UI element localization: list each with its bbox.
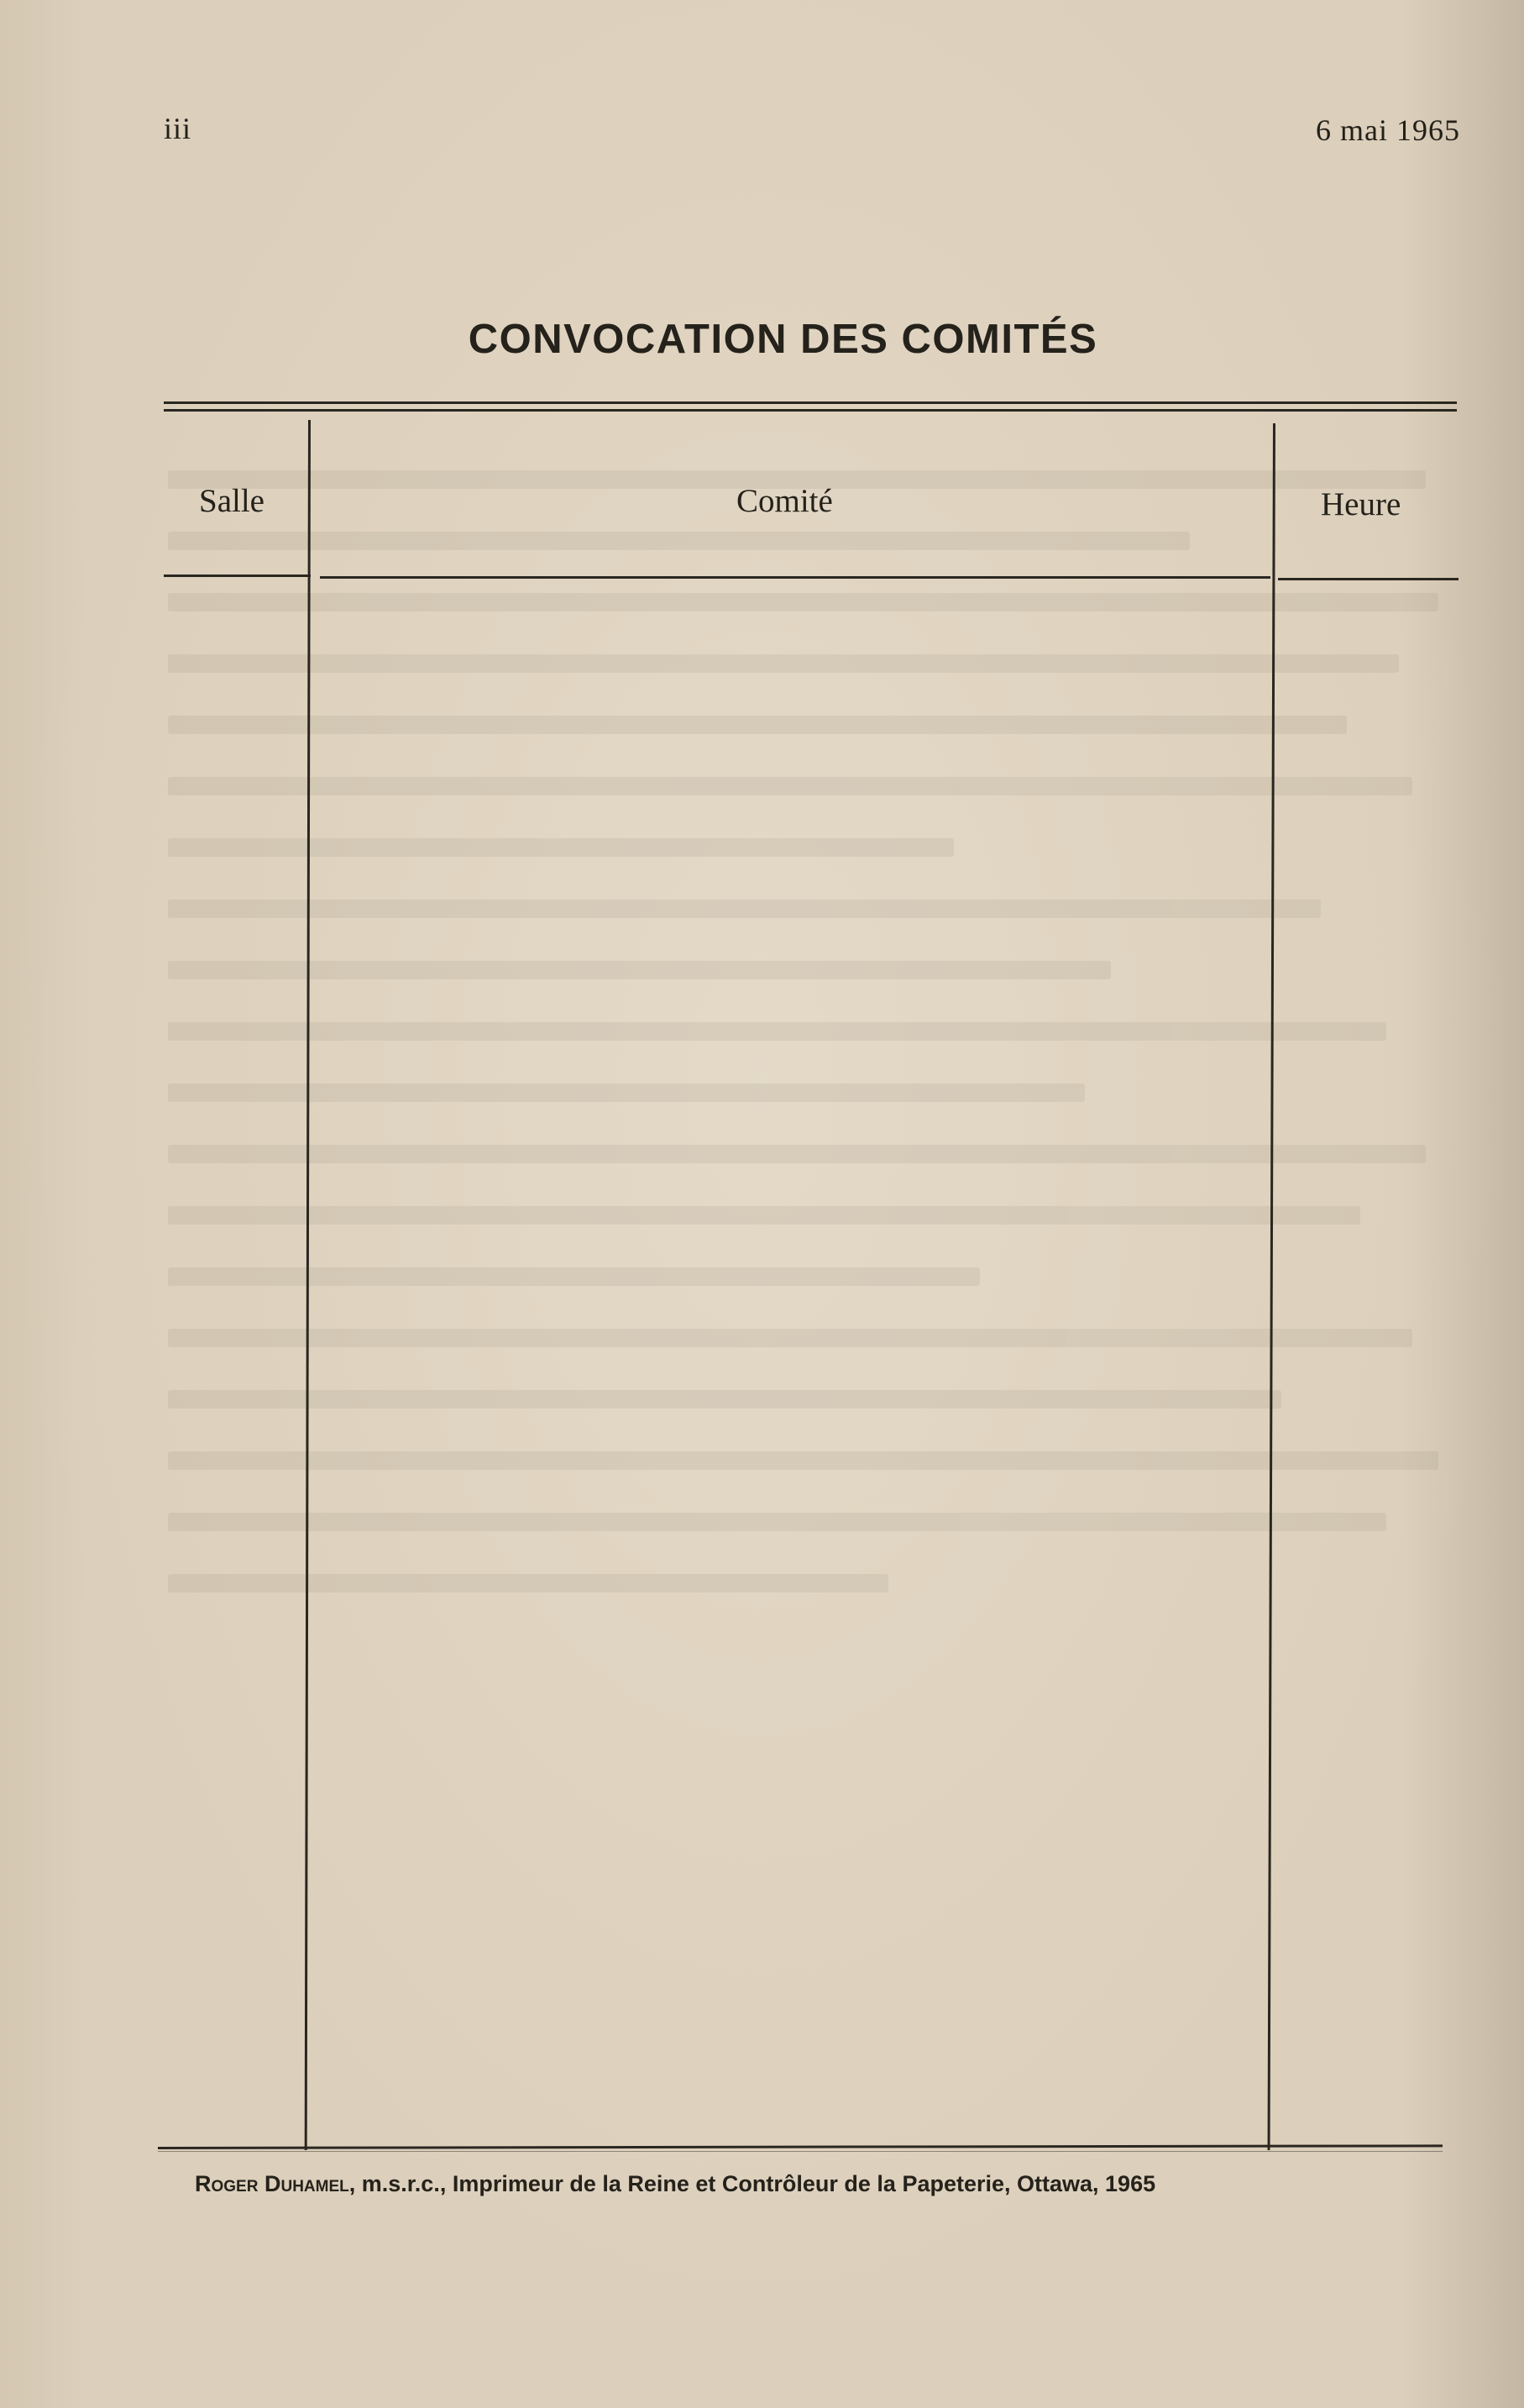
bottom-rule <box>158 2144 1443 2149</box>
top-rule-lower <box>164 409 1457 412</box>
show-through-text <box>168 470 1478 1747</box>
header-rule-salle <box>164 574 311 577</box>
printer-imprint <box>195 2171 1155 2197</box>
printer-credentials: , m.s.r.c., <box>348 2171 447 2196</box>
printer-first-name: Roger <box>195 2171 259 2196</box>
page-number: iii <box>164 112 192 145</box>
column-header-heure: Heure <box>1321 486 1401 522</box>
header-rule-comite <box>320 576 1270 579</box>
header-rule-heure <box>1278 578 1459 580</box>
bottom-rule-faint <box>158 2151 1443 2152</box>
column-header-salle: Salle <box>199 483 264 519</box>
page-date: 6 mai 1965 <box>1316 113 1460 147</box>
column-header-comite: Comité <box>736 483 833 519</box>
top-rule-upper <box>164 401 1457 404</box>
printer-last-name: Duhamel <box>264 2171 349 2196</box>
page-title: CONVOCATION DES COMITÉS <box>468 317 1098 362</box>
column-divider-left <box>305 420 311 2150</box>
printer-imprint-text: Imprimeur de la Reine et Contrôleur de la Papeterie, Ottawa, 1965 <box>446 2171 1156 2196</box>
column-divider-right <box>1268 423 1275 2150</box>
